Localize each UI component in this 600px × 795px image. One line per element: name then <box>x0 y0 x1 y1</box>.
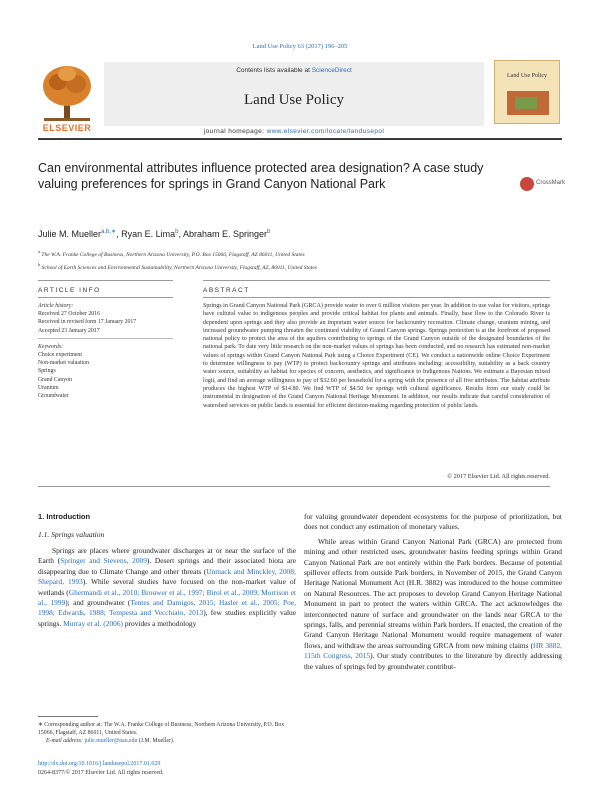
body-text: ). Our study contributes to the literature by directly addressing the values of springs fed by groundwater contribut- <box>304 651 562 671</box>
affiliation-item <box>38 247 558 260</box>
author-affiliation-marker[interactable]: a,b,∗ <box>101 229 117 235</box>
article-info <box>38 302 173 400</box>
author-name: Julie M. Mueller <box>38 229 102 239</box>
citation-link[interactable]: HR 3882, 115th Congress, 2015 <box>304 640 562 661</box>
email-suffix: (J.M. Mueller). <box>137 738 175 744</box>
article-title: Can environmental attributes influence protected area designation? A case study valuing preferences for springs in Grand Canyon National Park <box>38 161 484 191</box>
affiliations <box>38 247 558 273</box>
author[interactable] <box>183 229 270 239</box>
citation-link[interactable]: Springer and Stevens, 2009 <box>60 556 147 566</box>
body-text: While areas within Grand Canyon National Park (GRCA) are protected from mining and other restricted uses, groundwater basins feeding springs within Grand Canyon National Park are not entirely within the Park borders. Because of potential spillover effects from outside Park borders, in November of 2015, the Grand Canyon Heritage National Monument Act (H.R. 3882) was introduced to the house committee on Natural Resources. The act proposes to develop Grand Canyon Heritage National Monument in part to protect the waters within GRCA. The act acknowledges the interconnected nature of surface and groundwater on the lands near GRCA to the springs, falls, and perennial streams within Park borders. If enacted, the creation of the Grand Canyon Heritage National Monument would require management of water flows, and withdraw the areas surrounding GRCA from new mining claims ( <box>304 536 562 650</box>
citation-link[interactable]: Murray et al. (2006) <box>63 618 123 628</box>
article-info-rule <box>38 297 173 298</box>
body-paragraph <box>304 537 562 672</box>
issn-copyright: 0264-8377/© 2017 Elsevier Ltd. All rights reserved. <box>38 769 164 776</box>
author-affiliation-marker[interactable]: b <box>267 229 271 235</box>
history-item: Accepted 23 January 2017 <box>38 327 100 334</box>
sciencedirect-link[interactable]: ScienceDirect <box>311 67 352 74</box>
cover-title: Land Use Policy <box>507 73 547 79</box>
article-info-heading: ARTICLE INFO <box>38 287 101 294</box>
homepage-prefix: journal homepage: <box>203 128 267 135</box>
body-text: ). Desert springs and their associated biota are disappearing due to Climate Change and other threats ( <box>38 556 296 576</box>
email-label: E-mail address: <box>46 738 85 744</box>
journal-title: Land Use Policy <box>244 92 344 108</box>
keyword: Non-market valuation <box>38 360 90 367</box>
contents-availability <box>104 67 484 74</box>
abstract-rule-top <box>203 280 550 281</box>
affiliation-marker: b <box>38 261 41 267</box>
homepage-link[interactable]: www.elsevier.com/locate/landusepol <box>266 128 385 135</box>
author-separator: , <box>178 229 183 239</box>
abstract-text: Springs in Grand Canyon National Park (GRCA) provide water to over 6 million visitors per year. In addition to use value for visitors, springs have cultural value to indigenous peoples and provide critical habitat for plants and animals. Finally, base flow to the Colorado River is dependent upon springs and they also provide an important water source for backcountry recreation. Climate change, uranium mining, and increased groundwater pumping threaten the continued viability of Grand Canyon springs. Springs protection is at the forefront of proposed national policy to protect the area of the aquifers contributing to springs of the Grand Canyon outside of the designated boundaries of the national park. To date very little research on the non-market values of springs has been conducted, and no research has estimated non-market values of springs within Grand Canyon National Park using a Choice Experiment (CE). We conduct a nationwide online Choice Experiment to determine willingness to pay (WTP) to protect backcountry springs and attributes including: accessibility, suitability as a back country water source, suitability as habitat for species of concern, aesthetics, and significance to Indigenous Nations. We estimate a Bayesian mixed logit, and find an average willingness to pay of $32.60 per household for a spring with the presence of all five attributes. The habitat attribute produces the highest WTP of $14.80. We find WTP of $4.50 for springs with cultural significance. Results from our study could be instrumental in designation of the Grand Canyon National Heritage Monument. In addition, our results indicate that careful consideration of watershed services on public lands is essential for efficient decision-making regarding protection of public lands. <box>203 303 550 409</box>
masthead-banner <box>104 62 484 126</box>
contents-prefix: Contents lists available at <box>236 67 312 74</box>
history-label: Article history: <box>38 303 74 309</box>
email-link[interactable]: julie.mueller@nau.edu <box>84 738 138 744</box>
footnote <box>38 721 296 745</box>
subsection-heading-springs-valuation: 1.1. Springs valuation <box>38 530 105 539</box>
body-text: ). While several studies have focused on the non-market value of wetlands ( <box>38 577 296 597</box>
body-paragraph <box>38 546 296 629</box>
elsevier-wordmark: ELSEVIER <box>42 123 92 133</box>
keywords-label: Keywords: <box>38 343 63 350</box>
journal-homepage <box>104 128 484 135</box>
article-info-rule-top <box>38 280 173 281</box>
body-text: ), few studies explicitly value springs. <box>38 608 296 628</box>
body-text: ); and groundwater ( <box>65 598 131 608</box>
info-separator <box>38 338 173 339</box>
abstract-rule-bottom <box>38 486 550 487</box>
body-text: Springs are places where groundwater discharges at or near the surface of the Earth ( <box>38 546 296 566</box>
affiliation-text: The W.A. Franke College of Business, Northern Arizona University, P.O. Box 15066, Flagstaff, AZ 86011, United States <box>41 251 305 258</box>
body-column-left <box>38 546 296 629</box>
citation-link[interactable]: Ghermandi et al., 2010; Brouwer et al., 1997; Birol et al., 2009; Morrison et al., 1999 <box>38 587 296 608</box>
doi-block <box>38 760 164 777</box>
author[interactable] <box>38 229 116 239</box>
corresponding-author-note: ∗ Corresponding author at: The W.A. Franke College of Business, Northern Arizona University, P.O. Box 15066, Flagstaff, AZ 86011, United States. <box>38 722 285 736</box>
body-text: provides a methodology <box>123 618 197 628</box>
author-name: Ryan E. Lima <box>121 229 176 239</box>
body-column-right <box>304 512 562 672</box>
citation-link[interactable]: Unmack and Minckley, 2008; Shepard, 1993 <box>38 566 296 587</box>
doi-link[interactable]: http://dx.doi.org/10.1016/j.landusepol.2017.01.029 <box>38 761 161 767</box>
journal-cover-thumbnail[interactable] <box>494 60 560 124</box>
author-list <box>38 228 270 239</box>
keyword: Choice experiment <box>38 352 82 359</box>
footnote-rule <box>38 716 98 717</box>
author-affiliation-marker[interactable]: b <box>175 229 179 235</box>
citation-link[interactable]: Tentes and Damigos, 2015; Hasler et al., 2005; Poe, 1998; Edwards, 1988; Tempesta and Vecchiato, 2013 <box>38 598 296 618</box>
author-separator: , <box>116 229 122 239</box>
abstract-rule <box>203 297 550 298</box>
author[interactable] <box>121 229 178 239</box>
keyword: Grand Canyon <box>38 376 72 383</box>
crossmark-badge[interactable] <box>520 176 564 194</box>
abstract-copyright: © 2017 Elsevier Ltd. All rights reserved. <box>447 473 550 480</box>
keyword: Groundwater <box>38 393 69 400</box>
author-name: Abraham E. Springer <box>182 229 268 239</box>
history-item: Received 27 October 2016 <box>38 311 100 318</box>
history-item: Received in revised form 17 January 2017 <box>38 319 137 326</box>
affiliation-item <box>38 260 558 273</box>
body-paragraph-continued: for valuing groundwater dependent ecosystems for the purpose of prioritization, but does not conduct any estimation of monetary values. <box>304 512 562 532</box>
section-heading-introduction: 1. Introduction <box>38 512 91 521</box>
affiliation-marker: a <box>38 249 41 254</box>
affiliation-text: School of Earth Sciences and Environmental Sustainability, Northern Arizona University, Flagstaff, AZ, 86011, United States <box>41 264 317 271</box>
abstract-heading: ABSTRACT <box>203 287 250 294</box>
crossmark-icon <box>520 177 534 191</box>
keyword: Springs <box>38 368 56 375</box>
cover-artwork-inner <box>515 97 537 109</box>
journal-reference[interactable]: Land Use Policy 63 (2017) 196–205 <box>252 43 348 50</box>
email-line <box>38 737 296 745</box>
keyword: Uranium <box>38 384 59 391</box>
crossmark-label: CrossMark <box>536 180 566 186</box>
journal-masthead <box>38 54 562 140</box>
